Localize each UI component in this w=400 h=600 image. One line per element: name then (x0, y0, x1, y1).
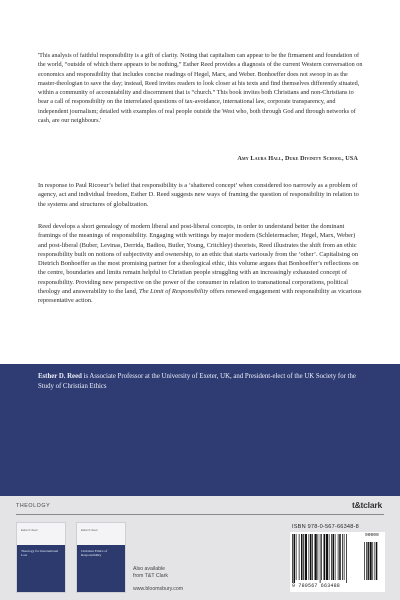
barcode-bar (333, 534, 335, 580)
barcode-bar (342, 534, 343, 580)
barcode-bar (315, 534, 317, 580)
barcode-bar (292, 534, 293, 583)
barcode-bar (329, 534, 330, 580)
author-name: Esther D. Reed (38, 373, 82, 380)
related-book-cover-2 (76, 522, 126, 593)
book-cover-author: Esther D. Reed (21, 529, 38, 532)
also-available-line-2: from T&T Clark (133, 573, 168, 579)
barcode-bar (326, 534, 328, 580)
description-paragraph-2 (38, 222, 366, 306)
endorsement-quote: 'This analysis of faithful responsibility is a gift of clarity. Noting that capitalism can appear to be the firmament and foundation of the world, “outside of which there appears to be nothing,” Esther Reed provides a diagnosis of the current Western conversation on economics and responsibility that includes concise readings of Hegel, Marx, and Weber. Bonhoeffer does not swoop in as the master-theologian to save the day; instead, Reed invites readers to look closer at his texts and find themselves differently situated, within a community of accountability and discernment that is “church.” This book invites both Christians and non-Christians to bear a call of responsibility on the interrelated questions of tax-avoidance, international law, corporate transparency, and independent journalism; detailed with examples of real people outside the West who, both through God and through networks of cash, are our neighbours.' (38, 52, 363, 124)
also-available-line-1: Also available (133, 566, 166, 572)
footer-divider (16, 514, 384, 515)
barcode-bar (305, 534, 307, 580)
description-paragraph-2-part-b: offers renewed engagement with responsibility as vicarious representative action. (38, 288, 362, 305)
barcode-bar (309, 534, 310, 580)
barcode-supplement-bar (366, 542, 367, 580)
barcode-supplement: 90000 (365, 533, 379, 538)
barcode-supplement-bar (370, 542, 372, 580)
also-available (133, 566, 168, 580)
barcode-supplement-bar (372, 542, 373, 580)
book-cover-top (77, 523, 125, 545)
barcode-bar (310, 534, 312, 580)
related-book-cover-1 (16, 522, 66, 593)
endorsement-attribution: Amy Laura Hall, Duke Divinity School, USA (237, 155, 358, 162)
barcode-bar (344, 534, 345, 580)
book-cover-title: Theology for International Law (21, 549, 59, 558)
barcode-bar (338, 534, 339, 580)
category-label: THEOLOGY (16, 503, 51, 509)
barcode-bar (321, 534, 322, 580)
author-bio (38, 372, 368, 391)
book-cover-author: Esther D. Reed (81, 529, 98, 532)
barcode-bar (296, 534, 297, 580)
barcode-supplement-bar (364, 542, 365, 580)
barcode-bar (299, 534, 300, 580)
barcode-bars (290, 532, 385, 584)
barcode-bar (301, 534, 303, 580)
publisher-logo: t&tclark (351, 500, 382, 510)
book-title-italic: The Limit of Responsibility (139, 288, 209, 296)
barcode-bar (324, 534, 326, 580)
barcode-bar (318, 534, 319, 580)
barcode-bar (335, 534, 336, 580)
barcode-bar (331, 534, 332, 580)
isbn-label: ISBN 978-0-567-66348-8 (292, 524, 359, 530)
publisher-website: www.bloomsbury.com (133, 586, 184, 592)
barcode-supplement-bar (376, 542, 377, 580)
barcode-supplement-bar (368, 542, 369, 580)
barcode-bar (303, 534, 304, 580)
barcode-supplement-bar (375, 542, 376, 580)
author-bio-text: is Associate Professor at the University of Exeter, UK, and President-elect of the UK Society for the Study of Christian Ethics (38, 373, 356, 390)
barcode-bar (346, 534, 347, 583)
description-paragraph-2-part-a: Reed develops a short genealogy of modern liberal and post-liberal concepts, in order to understand better the dominant framings of the meanings of responsibility. Engaging with writings by major modern (Schleiermacher, Hegel, Marx, Weber) and post-liberal (Buber, Levinas, Derrida, Badiou, Butler, Young, Critchley) theorists, Reed illustrates the shift from an ethic responsibility built on notions of subjectivity and ownership, to an ethic that starts variously from the ‘other’. Capitalising on Dietrich Bonhoeffer as the most promising partner for a theological ethic, this volume argues that Bonhoeffer’s reflections on the centre, boundaries and limits remain helpful to Christian people struggling with an increasingly exhausted concept of responsibility. Providing new perspective on the power of the consumer in relation to transnational corporations, political theology and answerability to the land, (38, 223, 359, 296)
barcode-digits: 9 780567 663488 (292, 583, 341, 589)
book-cover-title: Christian Ethics of Responsibility (81, 549, 108, 558)
barcode-bar (312, 534, 313, 580)
barcode-bar (339, 534, 341, 580)
barcode-bar (294, 534, 296, 583)
barcode-bar (320, 534, 321, 583)
description-paragraph-1: In response to Paul Ricoeur’s belief that responsibility is a ‘shattered concept’ when considered too narrowly as a problem of agency, act and individual freedom, Esther D. Reed suggests new ways of framing the question of responsibility in relation to the systems and structures of globalization. (38, 182, 359, 208)
book-cover-top (17, 523, 65, 545)
